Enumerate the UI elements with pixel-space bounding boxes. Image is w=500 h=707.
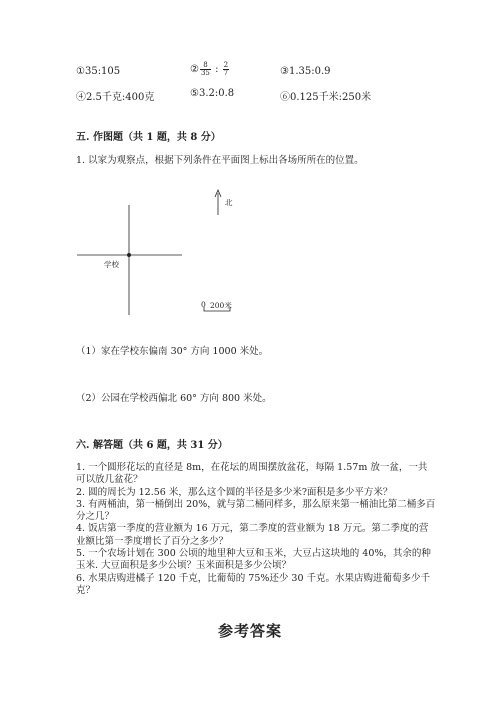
- ratio-option-2: [190, 62, 230, 77]
- scale-zero-label: 0: [201, 300, 206, 309]
- ratio-option-4: ④2.5千克:400克: [76, 92, 155, 103]
- school-point: [127, 253, 131, 257]
- fraction-8-35: [200, 62, 211, 77]
- north-label: 北: [225, 198, 233, 207]
- section-6-title: 六. 解答题（共 6 题，共 31 分）: [76, 440, 228, 451]
- section-5-sub-question-1: （1）家在学校东偏南 30° 方向 1000 米处。: [76, 346, 269, 357]
- section-5-title: 五. 作图题（共 1 题，共 8 分）: [76, 132, 221, 143]
- problem-item: 2. 圆的周长为 12.56 米，那么这个圆的半径是多少米?面积是多少平方米？: [76, 486, 393, 498]
- problem-item: 3. 有两桶油，第一桶倒出 20%，就与第二桶同样多，那么原来第一桶油比第二桶多百分之几？: [76, 498, 436, 523]
- ratio-option-3: ③1.35:0.9: [280, 66, 331, 77]
- problem-item: 4. 饭店第一季度的营业额为 16 万元，第二季度的营业额为 18 万元。第二季度的营业额比第一季度增长了百分之多少？: [76, 523, 429, 547]
- section-5-sub-question-2: （2）公园在学校西偏北 60° 方向 800 米处。: [76, 393, 272, 404]
- ratio-separator: :: [215, 64, 219, 75]
- fraction-denominator: 35: [200, 69, 210, 77]
- problem-item: 6. 水果店购进橘子 120 千克，比葡萄的 75%还少 30 千克。水果店购进葡萄多少千克？: [76, 572, 431, 596]
- problem-item: 1. 一个圆形花坛的直径是 8m，在花坛的周围摆放盆花，每隔 1.57m 放一盆，一共可以放几盆花？: [76, 462, 428, 486]
- ratio-option-1: ①35:105: [76, 66, 121, 77]
- fraction-numerator: 8: [200, 62, 211, 70]
- fraction-2-7: [223, 62, 229, 77]
- school-label: 学校: [104, 260, 119, 269]
- ratio-option-5: ⑤3.2:0.8: [190, 88, 235, 99]
- scale-distance-label: 200米: [210, 301, 232, 310]
- section-5-question-1: 1. 以家为观察点，根据下列条件在平面图上标出各场所所在的位置。: [76, 155, 364, 166]
- fraction-numerator: 2: [223, 61, 229, 69]
- fraction-denominator: 7: [223, 69, 229, 77]
- ratio-option-2-prefix: ②: [190, 64, 199, 75]
- ratio-option-6: ⑥0.125千米:250米: [280, 92, 372, 103]
- section-6-problem-list: [76, 462, 436, 597]
- problem-item: 5. 一个农场计划在 300 公顷的地里种大豆和玉米，大豆占这块地的 40%，其余的种玉米. 大豆面积是多少公顷？玉米面积是多少公顷？: [76, 548, 431, 572]
- answer-key-title: 参考答案: [217, 622, 282, 640]
